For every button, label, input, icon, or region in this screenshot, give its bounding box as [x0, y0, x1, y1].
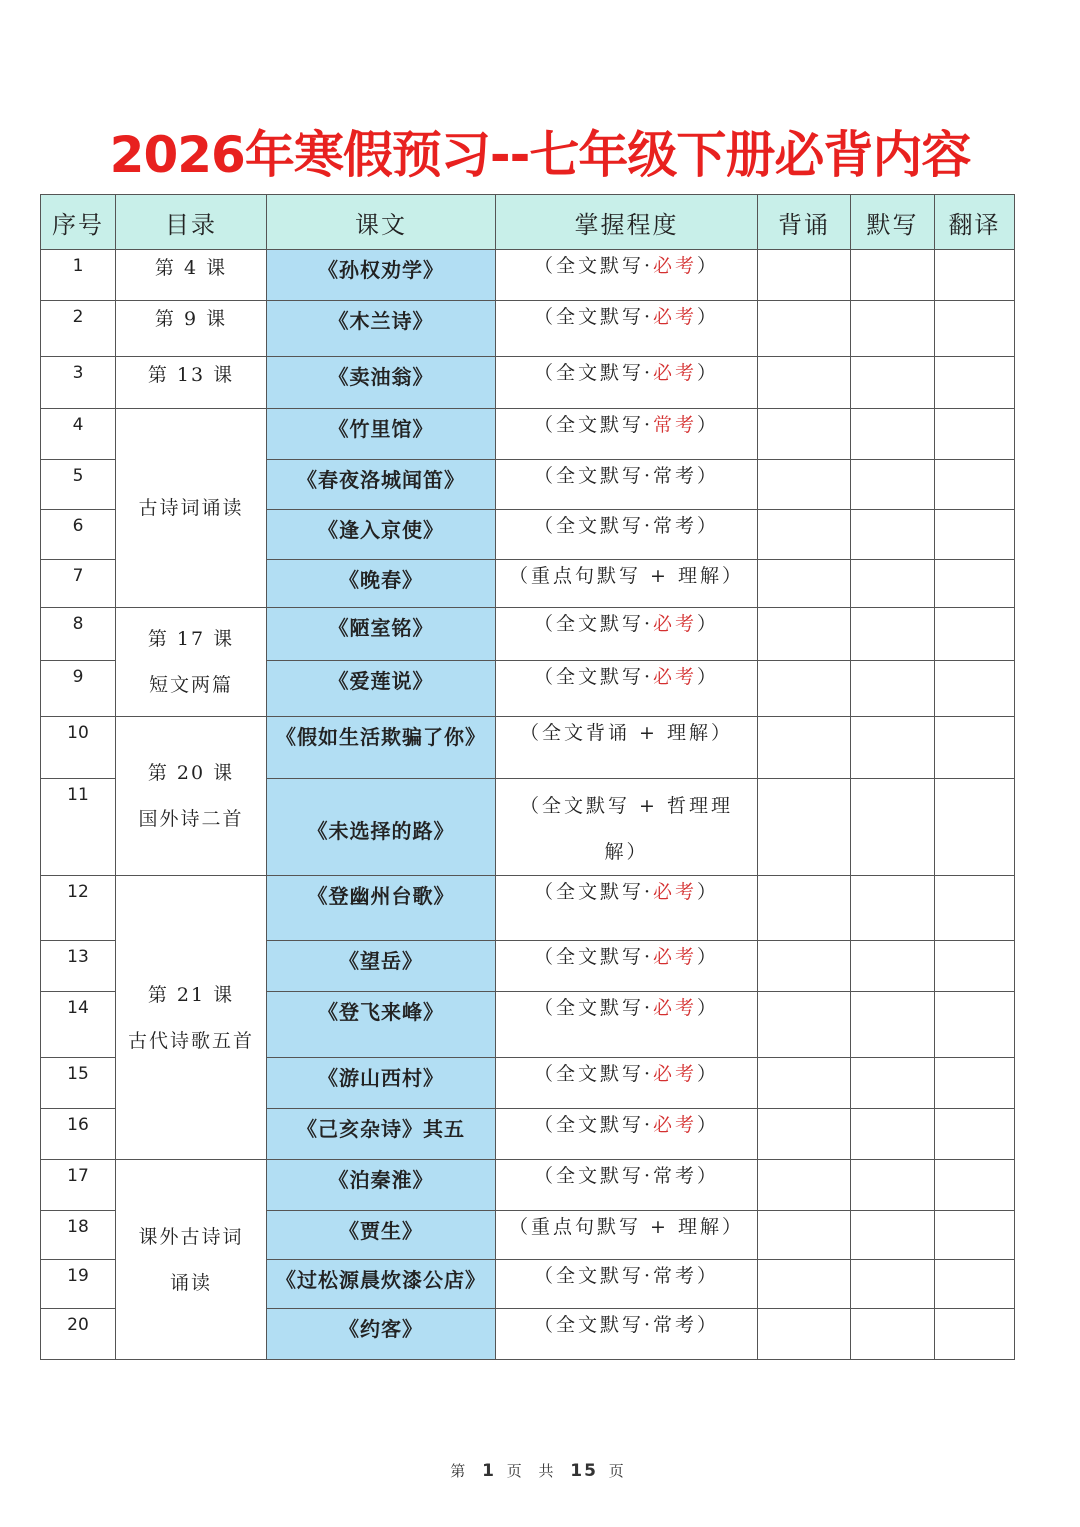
translation-check-cell[interactable] — [935, 560, 1015, 608]
dictation-check-cell[interactable] — [851, 1058, 935, 1109]
lesson-title: 《未选择的路》 — [267, 779, 496, 876]
mastery-level — [496, 661, 758, 717]
paren-open: （ — [533, 881, 556, 903]
translation-check-cell[interactable] — [935, 779, 1015, 876]
catalog-label: 古诗词诵读 — [138, 497, 244, 519]
exam-tag: 必考 — [653, 1114, 698, 1136]
translation-check-cell[interactable] — [935, 301, 1015, 357]
lesson-title: 《卖油翁》 — [267, 357, 496, 409]
mastery-text: 全文默写· — [555, 666, 654, 688]
exam-tag: 必考 — [653, 362, 698, 384]
mastery-text: 全文背诵 + 理解 — [542, 722, 711, 744]
mastery-level — [496, 1260, 758, 1309]
paren-open: （ — [533, 997, 556, 1019]
paren-open: （ — [533, 613, 556, 635]
paren-close: ） — [697, 1165, 720, 1187]
mastery-text: 全文默写·常考 — [555, 465, 698, 487]
dictation-check-cell[interactable] — [851, 1260, 935, 1309]
recite-check-cell[interactable] — [758, 992, 851, 1058]
mastery-text: 全文默写· — [555, 1114, 654, 1136]
dictation-check-cell[interactable] — [851, 301, 935, 357]
recite-check-cell[interactable] — [758, 510, 851, 560]
row-index: 17 — [41, 1160, 116, 1211]
recite-check-cell[interactable] — [758, 1058, 851, 1109]
dictation-check-cell[interactable] — [851, 357, 935, 409]
table-header-row — [41, 195, 1015, 250]
paren-open: （ — [533, 255, 556, 277]
lesson-title: 《假如生活欺骗了你》 — [267, 717, 496, 779]
dictation-check-cell[interactable] — [851, 941, 935, 992]
table-row — [41, 357, 1015, 409]
paren-open: （ — [533, 1265, 556, 1287]
row-index: 18 — [41, 1211, 116, 1260]
catalog-cell — [116, 1160, 267, 1360]
dictation-check-cell[interactable] — [851, 876, 935, 941]
dictation-check-cell[interactable] — [851, 717, 935, 779]
dictation-check-cell[interactable] — [851, 1211, 935, 1260]
catalog-cell — [116, 301, 267, 357]
table-row — [41, 608, 1015, 661]
mastery-text: （全文默写 + 哲理理 — [520, 795, 733, 817]
paren-open: （ — [508, 565, 531, 587]
lesson-title: 《孙权劝学》 — [267, 250, 496, 301]
header-text: 课文 — [267, 195, 496, 250]
header-index: 序号 — [41, 195, 116, 250]
lesson-title: 《陋室铭》 — [267, 608, 496, 661]
mastery-level — [496, 1058, 758, 1109]
row-index: 20 — [41, 1309, 116, 1360]
paren-close: ） — [697, 515, 720, 537]
mastery-text: 全文默写· — [555, 1063, 654, 1085]
translation-check-cell[interactable] — [935, 1211, 1015, 1260]
catalog-label: 第 17 课 — [147, 628, 235, 650]
recite-check-cell[interactable] — [758, 608, 851, 661]
mastery-level — [496, 250, 758, 301]
catalog-cell — [116, 357, 267, 409]
paren-close: ） — [697, 946, 720, 968]
exam-tag: 必考 — [653, 666, 698, 688]
paren-open: （ — [533, 362, 556, 384]
paren-close: ） — [697, 666, 720, 688]
recite-check-cell[interactable] — [758, 560, 851, 608]
lesson-title: 《过松源晨炊漆公店》 — [267, 1260, 496, 1309]
recite-check-cell[interactable] — [758, 1260, 851, 1309]
mastery-text: 重点句默写 + 理解 — [531, 1216, 722, 1238]
mastery-text: 全文默写· — [555, 414, 654, 436]
row-index: 3 — [41, 357, 116, 409]
paren-close: ） — [711, 722, 734, 744]
row-index: 13 — [41, 941, 116, 992]
recite-check-cell[interactable] — [758, 409, 851, 460]
translation-check-cell[interactable] — [935, 876, 1015, 941]
exam-tag: 必考 — [653, 306, 698, 328]
lesson-title: 《约客》 — [267, 1309, 496, 1360]
catalog-cell — [116, 717, 267, 876]
paren-close: ） — [697, 1114, 720, 1136]
paren-close: ） — [697, 414, 720, 436]
mastery-level — [496, 992, 758, 1058]
mastery-text: 全文默写· — [555, 255, 654, 277]
row-index: 4 — [41, 409, 116, 460]
translation-check-cell[interactable] — [935, 1160, 1015, 1211]
mastery-text: 重点句默写 + 理解 — [531, 565, 722, 587]
recite-check-cell[interactable] — [758, 1109, 851, 1160]
recite-check-cell[interactable] — [758, 661, 851, 717]
paren-open: （ — [533, 1114, 556, 1136]
dictation-check-cell[interactable] — [851, 779, 935, 876]
paren-close: ） — [697, 362, 720, 384]
paren-close: ） — [697, 465, 720, 487]
lesson-title: 《木兰诗》 — [267, 301, 496, 357]
mastery-level — [496, 876, 758, 941]
paren-close: ） — [697, 1265, 720, 1287]
paren-open: （ — [533, 465, 556, 487]
dictation-check-cell[interactable] — [851, 510, 935, 560]
mastery-text: 全文默写· — [555, 306, 654, 328]
dictation-check-cell[interactable] — [851, 250, 935, 301]
mastery-level — [496, 608, 758, 661]
paren-open: （ — [533, 306, 556, 328]
header-recite: 背诵 — [758, 195, 851, 250]
translation-check-cell[interactable] — [935, 1260, 1015, 1309]
mastery-level — [496, 460, 758, 510]
row-index: 2 — [41, 301, 116, 357]
mastery-text: 全文默写·常考 — [555, 1314, 698, 1336]
translation-check-cell[interactable] — [935, 460, 1015, 510]
catalog-label: 短文两篇 — [148, 674, 233, 696]
lesson-title: 《己亥杂诗》其五 — [267, 1109, 496, 1160]
lesson-title: 《春夜洛城闻笛》 — [267, 460, 496, 510]
catalog-label: 第 20 课 — [147, 762, 235, 784]
translation-check-cell[interactable] — [935, 1058, 1015, 1109]
catalog-cell — [116, 608, 267, 717]
mastery-level — [496, 941, 758, 992]
table-row — [41, 717, 1015, 779]
mastery-text-cont: 解） — [604, 841, 649, 863]
row-index: 8 — [41, 608, 116, 661]
paren-close: ） — [697, 255, 720, 277]
recite-check-cell[interactable] — [758, 357, 851, 409]
translation-check-cell[interactable] — [935, 357, 1015, 409]
table-row — [41, 876, 1015, 941]
paren-open: （ — [508, 1216, 531, 1238]
page-footer: 第 1 页 共 15 页 — [450, 1461, 630, 1481]
exam-tag: 必考 — [653, 255, 698, 277]
paren-open: （ — [533, 1063, 556, 1085]
mastery-level — [496, 1309, 758, 1360]
row-index: 10 — [41, 717, 116, 779]
mastery-level — [496, 510, 758, 560]
paren-close: ） — [697, 1063, 720, 1085]
lesson-title: 《望岳》 — [267, 941, 496, 992]
translation-check-cell[interactable] — [935, 250, 1015, 301]
exam-tag: 必考 — [653, 946, 698, 968]
lesson-title: 《逢入京使》 — [267, 510, 496, 560]
mastery-level — [496, 1211, 758, 1260]
translation-check-cell[interactable] — [935, 661, 1015, 717]
dictation-check-cell[interactable] — [851, 608, 935, 661]
row-index: 14 — [41, 992, 116, 1058]
translation-check-cell[interactable] — [935, 510, 1015, 560]
lesson-title: 《泊秦淮》 — [267, 1160, 496, 1211]
catalog-label: 第 4 课 — [154, 257, 228, 279]
recite-check-cell[interactable] — [758, 250, 851, 301]
row-index: 15 — [41, 1058, 116, 1109]
row-index: 7 — [41, 560, 116, 608]
row-index: 9 — [41, 661, 116, 717]
recite-check-cell[interactable] — [758, 1211, 851, 1260]
lesson-title: 《登幽州台歌》 — [267, 876, 496, 941]
table-row — [41, 1160, 1015, 1211]
row-index: 19 — [41, 1260, 116, 1309]
dictation-check-cell[interactable] — [851, 409, 935, 460]
row-index: 6 — [41, 510, 116, 560]
catalog-label: 第 13 课 — [147, 364, 235, 386]
mastery-text: 全文默写· — [555, 881, 654, 903]
dictation-check-cell[interactable] — [851, 992, 935, 1058]
row-index: 12 — [41, 876, 116, 941]
paren-open: （ — [519, 722, 542, 744]
table-row — [41, 301, 1015, 357]
translation-check-cell[interactable] — [935, 1109, 1015, 1160]
catalog-cell — [116, 250, 267, 301]
catalog-cell — [116, 876, 267, 1160]
translation-check-cell[interactable] — [935, 608, 1015, 661]
lesson-title: 《竹里馆》 — [267, 409, 496, 460]
row-index: 16 — [41, 1109, 116, 1160]
exam-tag: 必考 — [653, 881, 698, 903]
mastery-text: 全文默写· — [555, 362, 654, 384]
mastery-level — [496, 1160, 758, 1211]
paren-open: （ — [533, 1165, 556, 1187]
paren-close: ） — [697, 613, 720, 635]
row-index: 11 — [41, 779, 116, 876]
paren-open: （ — [533, 414, 556, 436]
mastery-level — [496, 560, 758, 608]
dictation-check-cell[interactable] — [851, 1160, 935, 1211]
catalog-label: 第 21 课 — [147, 983, 235, 1006]
catalog-cell — [116, 409, 267, 608]
header-catalog: 目录 — [116, 195, 267, 250]
recite-check-cell[interactable] — [758, 779, 851, 876]
mastery-text: 全文默写·常考 — [555, 1265, 698, 1287]
header-translation: 翻译 — [935, 195, 1015, 250]
mastery-level — [496, 717, 758, 779]
dictation-check-cell[interactable] — [851, 1309, 935, 1360]
mastery-text: 全文默写· — [555, 946, 654, 968]
exam-tag: 必考 — [653, 1063, 698, 1085]
paren-close: ） — [697, 997, 720, 1019]
recite-check-cell[interactable] — [758, 941, 851, 992]
lesson-title: 《游山西村》 — [267, 1058, 496, 1109]
catalog-label: 国外诗二首 — [138, 808, 244, 830]
mastery-level — [496, 1109, 758, 1160]
page-title: 2026年寒假预习--七年级下册必背内容 — [109, 126, 971, 184]
mastery-text: 全文默写·常考 — [555, 515, 698, 537]
paren-close: ） — [697, 306, 720, 328]
recite-check-cell[interactable] — [758, 876, 851, 941]
paren-open: （ — [533, 946, 556, 968]
mastery-text: 全文默写· — [555, 613, 654, 635]
mastery-text: 全文默写· — [555, 997, 654, 1019]
study-table — [40, 194, 1015, 1360]
exam-tag: 常考 — [653, 414, 698, 436]
paren-open: （ — [533, 1314, 556, 1336]
exam-tag: 必考 — [653, 613, 698, 635]
translation-check-cell[interactable] — [935, 941, 1015, 992]
catalog-label: 诵读 — [169, 1271, 212, 1294]
mastery-level — [496, 357, 758, 409]
dictation-check-cell[interactable] — [851, 1109, 935, 1160]
header-dictation: 默写 — [851, 195, 935, 250]
translation-check-cell[interactable] — [935, 1309, 1015, 1360]
paren-close: ） — [697, 1314, 720, 1336]
mastery-level — [496, 779, 758, 876]
dictation-check-cell[interactable] — [851, 661, 935, 717]
recite-check-cell[interactable] — [758, 301, 851, 357]
catalog-label: 古代诗歌五首 — [127, 1029, 254, 1052]
dictation-check-cell[interactable] — [851, 460, 935, 510]
mastery-text: 全文默写·常考 — [555, 1165, 698, 1187]
header-mastery: 掌握程度 — [496, 195, 758, 250]
catalog-label: 课外古诗词 — [138, 1225, 244, 1248]
translation-check-cell[interactable] — [935, 717, 1015, 779]
paren-open: （ — [533, 515, 556, 537]
translation-check-cell[interactable] — [935, 992, 1015, 1058]
catalog-label: 第 9 课 — [154, 308, 228, 330]
recite-check-cell[interactable] — [758, 1160, 851, 1211]
row-index: 5 — [41, 460, 116, 510]
mastery-level — [496, 301, 758, 357]
lesson-title: 《爱莲说》 — [267, 661, 496, 717]
row-index: 1 — [41, 250, 116, 301]
table-row — [41, 409, 1015, 460]
translation-check-cell[interactable] — [935, 409, 1015, 460]
table-row — [41, 250, 1015, 301]
dictation-check-cell[interactable] — [851, 560, 935, 608]
recite-check-cell[interactable] — [758, 717, 851, 779]
mastery-level — [496, 409, 758, 460]
paren-close: ） — [722, 1216, 745, 1238]
recite-check-cell[interactable] — [758, 460, 851, 510]
paren-open: （ — [533, 666, 556, 688]
paren-close: ） — [697, 881, 720, 903]
exam-tag: 必考 — [653, 997, 698, 1019]
recite-check-cell[interactable] — [758, 1309, 851, 1360]
lesson-title: 《登飞来峰》 — [267, 992, 496, 1058]
paren-close: ） — [722, 565, 745, 587]
lesson-title: 《晚春》 — [267, 560, 496, 608]
lesson-title: 《贾生》 — [267, 1211, 496, 1260]
